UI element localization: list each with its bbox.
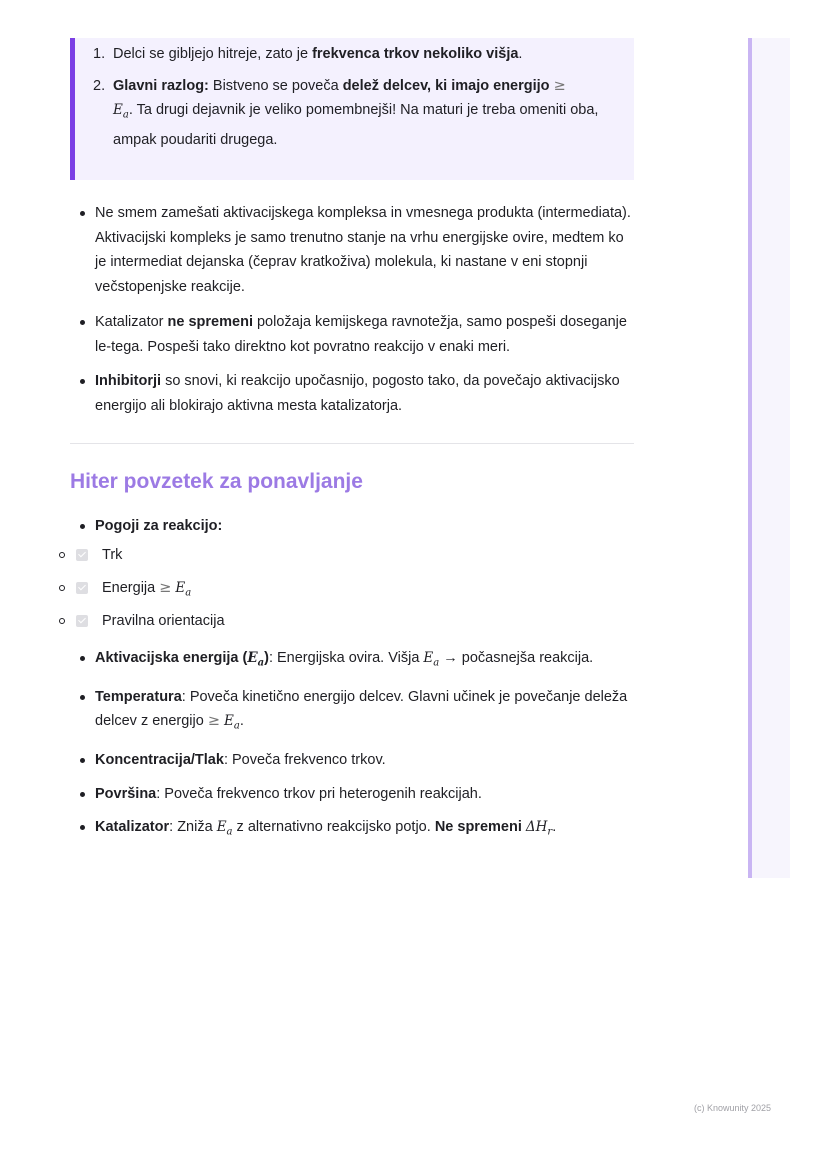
section-title: Hiter povzetek za ponavljanje (70, 470, 363, 493)
side-panel (752, 38, 790, 878)
footer-copyright: (c) Knowunity 2025 (694, 1103, 772, 1113)
note-item-catalyst: Katalizator ne spremeni položaja kemijskega ravnotežja, samo pospeši doseganje le-tega. Pospeši tako direktno kot povratno reakcijo v enaki meri. (95, 310, 635, 359)
note-item-inhibitors: Inhibitorji so snovi, ki reakcijo upočasnijo, pogosto tako, da povečajo aktivacijsko energijo ali blokirajo aktivna mesta katalizatorja. (95, 369, 635, 418)
condition-item: Trk (51, 545, 635, 578)
condition-item: Energija ≥ $E_a$ (51, 578, 635, 611)
summary-surface: Površina: Poveča frekvenco trkov pri heterogenih reakcijah. (95, 782, 635, 807)
checkbox-icon (76, 615, 88, 627)
note-item-intermediate: Ne smem zamešati aktivacijskega kompleksa in vmesnega produkta (intermediata). Aktivacijski kompleks je samo trenutno stanje na vrhu energijske ovire, medtem ko je intermediat dejanska (čeprav kratkoživa) molekula, ki nastane v eni stopnji večstopenjske reakcije. (95, 201, 635, 299)
summary-catalyst: Katalizator: Zniža $E_a$ z alternativno reakcijsko potjo. Ne spremeni $\Delta H_r$. (95, 815, 635, 845)
math-ea: $E_a$ (113, 102, 129, 121)
condition-item: Pravilna orientacija (51, 611, 635, 644)
list-number: 1. (93, 46, 106, 62)
math-ea: $E_a$ (175, 579, 192, 599)
summary-concentration: Koncentracija/Tlak: Poveča frekvenco trkov. (95, 748, 635, 773)
checkbox-icon (76, 582, 88, 594)
callout-list (93, 42, 623, 160)
section-divider (70, 443, 634, 444)
callout-box (70, 38, 634, 180)
callout-item-2: 2. Glavni razlog: Bistveno se poveča delež delcev, ki imajo energijo ≥ $E_a$. Ta drugi dejavnik je veliko pomembnejši! Na maturi je treba omeniti oba, ampak poudariti drugega. (113, 74, 623, 152)
summary-list (95, 514, 635, 846)
conditions-list (51, 545, 635, 644)
notes-list (95, 201, 635, 418)
summary-conditions: Pogoji za reakcijo: Trk Energija ≥ $E_a$ Pravilna orientacija (95, 514, 635, 644)
summary-temperature: Temperatura: Poveča kinetično energijo delcev. Glavni učinek je povečanje deleža delcev z energijo ≥ $E_a$. (95, 685, 635, 740)
checkbox-icon (76, 549, 88, 561)
callout-item-1: 1. Delci se gibljejo hitreje, zato je frekvenca trkov nekoliko višja. (113, 42, 623, 66)
summary-activation: Aktivacijska energija $(E_a)$: Energijska ovira. Višja $E_a$ → počasnejša reakcija. (95, 646, 635, 676)
list-number: 2. (93, 78, 106, 94)
